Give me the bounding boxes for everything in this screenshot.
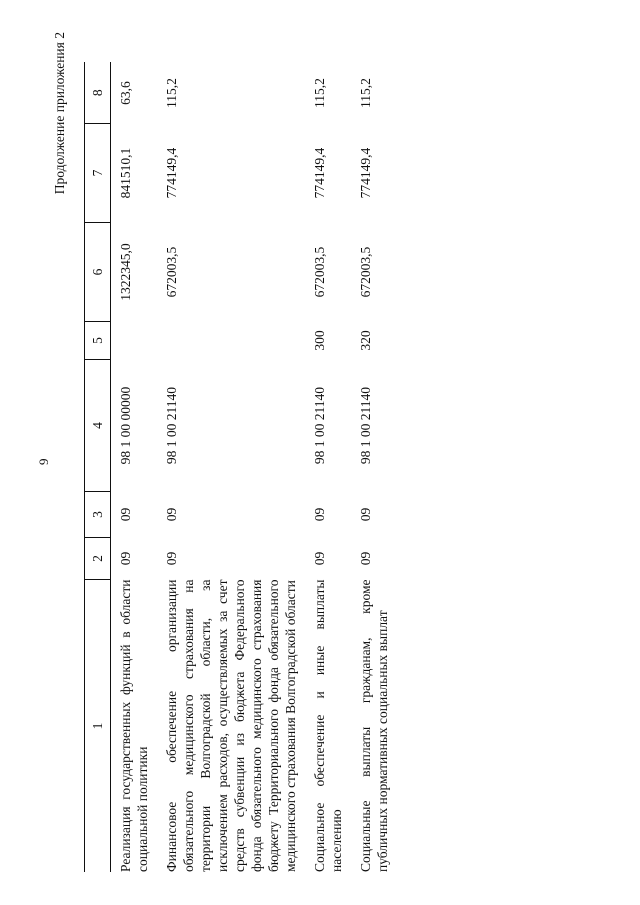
header-col-2: 2 — [85, 538, 111, 580]
header-col-1: 1 — [85, 580, 111, 873]
row-subsection: 09 — [312, 507, 327, 522]
header-col-6: 6 — [85, 223, 111, 322]
table-row — [351, 63, 397, 873]
row-actual: 774149,4 — [312, 147, 327, 199]
row-target-code: 98 1 00 00000 — [118, 386, 133, 465]
row-percent: 115,2 — [312, 78, 327, 108]
appendix-caption: Продолжение приложения 2 — [52, 32, 67, 195]
header-col-4: 4 — [85, 360, 111, 492]
row-expense-type: 320 — [358, 330, 373, 351]
row-percent: 115,2 — [358, 78, 373, 108]
row-expense-type — [111, 322, 158, 360]
row-actual: 774149,4 — [358, 147, 373, 199]
row-target-code: 98 1 00 21140 — [164, 386, 179, 465]
budget-table — [84, 63, 397, 873]
row-plan: 672003,5 — [358, 246, 373, 298]
row-target-code: 98 1 00 21140 — [312, 386, 327, 465]
row-actual: 841510,1 — [118, 147, 133, 199]
row-percent: 63,6 — [118, 81, 133, 105]
row-section: 09 — [358, 551, 373, 566]
header-col-5: 5 — [85, 322, 111, 360]
row-expense-type — [157, 322, 305, 360]
row-subsection: 09 — [118, 507, 133, 522]
page-number: 9 — [36, 458, 51, 465]
row-actual: 774149,4 — [164, 147, 179, 199]
row-percent: 115,2 — [164, 78, 179, 108]
row-section: 09 — [312, 551, 327, 566]
header-col-7: 7 — [85, 124, 111, 223]
row-name: Социальные выплаты гражданам, кроме публичных нормативных социальных выплат — [358, 579, 390, 872]
row-plan: 672003,5 — [164, 246, 179, 298]
row-plan: 672003,5 — [312, 246, 327, 298]
row-expense-type: 300 — [312, 330, 327, 351]
row-name: Финансовое обеспечение организации обязательного медицинского страхования на территории Волгоградской области, за исключением расходов, осуществляемых за счет средств субвенции из бюджета Федерального фонда обязательного медицинского страхования бюджету Территориального фонда обязательного медицинского страхования Волгоградской области — [164, 579, 298, 872]
row-subsection: 09 — [164, 507, 179, 522]
header-col-3: 3 — [85, 492, 111, 538]
row-section: 09 — [164, 551, 179, 566]
row-name: Социальное обеспечение и иные выплаты населению — [312, 579, 344, 872]
row-target-code: 98 1 00 21140 — [358, 386, 373, 465]
row-subsection: 09 — [358, 507, 373, 522]
row-plan: 1322345,0 — [118, 243, 133, 301]
table-row — [305, 63, 351, 873]
table-row — [111, 63, 158, 873]
row-name: Реализация государственных функций в области социальной политики — [118, 579, 150, 872]
row-section: 09 — [118, 551, 133, 566]
table-row — [157, 63, 305, 873]
header-col-8: 8 — [85, 63, 111, 124]
table-header-row — [85, 63, 111, 873]
